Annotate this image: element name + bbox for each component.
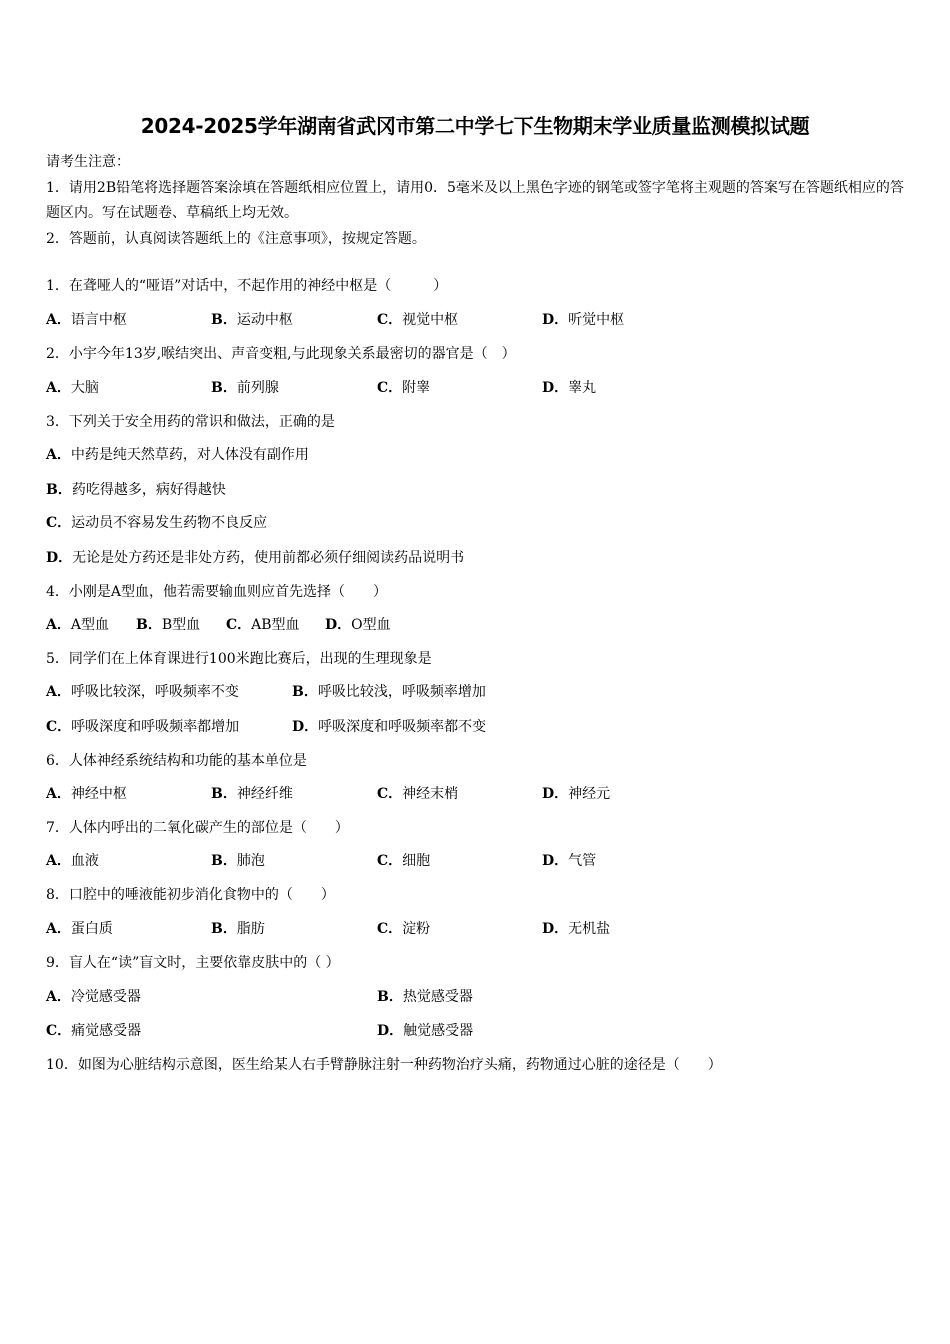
question-7-stem: 7．人体内呼出的二氧化碳产生的部位是（ ） <box>46 820 349 836</box>
question-2-option-d: D．睾丸 <box>542 380 597 396</box>
question-5-option-d: D．呼吸深度和呼吸频率都不变 <box>292 719 487 735</box>
question-7-option-c: C．细胞 <box>377 853 431 869</box>
question-3-option-d: D．无论是处方药还是非处方药，使用前都必须仔细阅读药品说明书 <box>46 550 465 566</box>
question-1-option-a: A．语言中枢 <box>46 312 127 328</box>
question-5-option-c: C．呼吸深度和呼吸频率都增加 <box>46 719 240 735</box>
question-6-option-b: B．神经纤维 <box>211 786 293 802</box>
notice-heading: 请考生注意： <box>46 154 130 170</box>
question-9-stem: 9．盲人在“读”盲文时，主要依靠皮肤中的（ ） <box>46 955 340 971</box>
question-6-option-d: D．神经元 <box>542 786 611 802</box>
question-3-option-c: C．运动员不容易发生药物不良反应 <box>46 515 268 531</box>
question-5-option-b: B．呼吸比较浅，呼吸频率增加 <box>292 684 486 700</box>
question-4-option-b: B．B型血 <box>136 617 201 633</box>
question-5-option-a: A．呼吸比较深，呼吸频率不变 <box>46 684 239 700</box>
question-7-option-a: A．血液 <box>46 853 99 869</box>
question-8-stem: 8．口腔中的唾液能初步消化食物中的（ ） <box>46 887 335 903</box>
question-3-option-b: B．药吃得越多，病好得越快 <box>46 482 226 498</box>
question-6-option-c: C．神经末梢 <box>377 786 459 802</box>
notice-section <box>46 150 906 252</box>
question-6-option-a: A．神经中枢 <box>46 786 127 802</box>
question-1-option-c: C．视觉中枢 <box>377 312 459 328</box>
question-9-option-a: A．冷觉感受器 <box>46 989 141 1005</box>
question-8-option-c: C．淀粉 <box>377 921 431 937</box>
question-2-option-a: A．大脑 <box>46 380 99 396</box>
question-1-option-b: B．运动中枢 <box>211 312 293 328</box>
question-4-option-a: A．A型血 <box>46 617 109 633</box>
question-9-option-b: B．热觉感受器 <box>377 989 473 1005</box>
question-4-stem: 4．小刚是A型血，他若需要输血则应首先选择（ ） <box>46 584 388 600</box>
question-3-option-a: A．中药是纯天然草药，对人体没有副作用 <box>46 447 309 463</box>
question-4-option-c: C．AB型血 <box>226 617 300 633</box>
notice-item-2: 2．答题前，认真阅读答题纸上的《注意事项》，按规定答题。 <box>46 230 426 247</box>
question-6-stem: 6．人体神经系统结构和功能的基本单位是 <box>46 753 307 769</box>
question-7-option-b: B．肺泡 <box>211 853 265 869</box>
question-3-stem: 3．下列关于安全用药的常识和做法，正确的是 <box>46 414 335 430</box>
question-7-option-d: D．气管 <box>542 853 597 869</box>
question-9-option-c: C．痛觉感受器 <box>46 1023 142 1039</box>
question-8-option-b: B．脂肪 <box>211 921 265 937</box>
question-2-stem: 2．小宇今年13岁,喉结突出、声音变粗,与此现象关系最密切的器官是（ ） <box>46 346 516 362</box>
question-10-stem: 10．如图为心脏结构示意图，医生给某人右手臂静脉注射一种药物治疗头痛，药物通过心脏的途径是（ ） <box>46 1057 722 1073</box>
question-4-option-d: D．O型血 <box>325 617 391 633</box>
question-1-stem: 1．在聋哑人的“哑语”对话中，不起作用的神经中枢是（ ） <box>46 278 448 294</box>
notice-item-1: 1．请用2B铅笔将选择题答案涂填在答题纸相应位置上，请用0．5毫米及以上黑色字迹的钢笔或签字笔将主观题的答案写在答题纸相应的答题区内。写在试题卷、草稿纸上均无效。 <box>46 179 904 221</box>
question-9-option-d: D．触觉感受器 <box>377 1023 474 1039</box>
question-1-option-d: D．听觉中枢 <box>542 312 625 328</box>
question-2-option-b: B．前列腺 <box>211 380 279 396</box>
page-title: 2024-2025学年湖南省武冈市第二中学七下生物期末学业质量监测模拟试题 <box>140 114 810 138</box>
question-8-option-a: A．蛋白质 <box>46 921 113 937</box>
question-2-option-c: C．附睾 <box>377 380 431 396</box>
question-8-option-d: D．无机盐 <box>542 921 611 937</box>
question-5-stem: 5．同学们在上体育课进行100米跑比赛后，出现的生理现象是 <box>46 651 432 667</box>
